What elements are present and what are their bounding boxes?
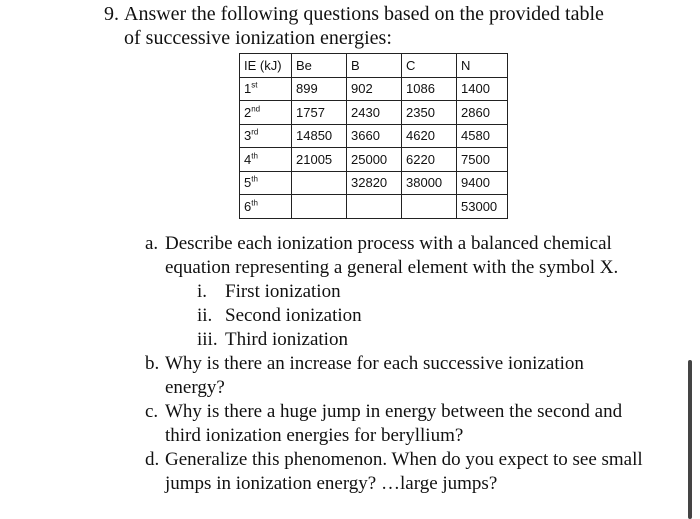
part-a-item-1: i. First ionization (197, 281, 341, 302)
sub-questions (145, 232, 645, 496)
part-c-text: Why is there a huge jump in energy between the second and third ionization energies for beryllium? (165, 401, 623, 446)
table-header-row (240, 54, 508, 78)
header-cell-ie: IE (kJ) (240, 54, 292, 78)
table-row (240, 148, 508, 172)
table-row (240, 195, 508, 219)
table-cell: 1757 (292, 101, 347, 125)
table-cell: 4620 (402, 124, 457, 148)
table-cell: 2860 (457, 101, 508, 125)
table-cell: 6220 (402, 148, 457, 172)
row-label: 3rd (240, 124, 292, 148)
scrollbar[interactable] (688, 360, 692, 519)
row-label: 6th (240, 195, 292, 219)
table-cell: 2350 (402, 101, 457, 125)
part-a-label: a. (145, 233, 159, 254)
part-c (145, 400, 645, 448)
question-header (104, 2, 684, 50)
row-label: 2nd (240, 101, 292, 125)
table-cell: 9400 (457, 171, 508, 195)
table-cell (292, 171, 347, 195)
part-d-text: Generalize this phenomenon. When do you expect to see small jumps in ionization energy? …large jumps? (165, 449, 643, 494)
table-cell: 4580 (457, 124, 508, 148)
table-cell (292, 195, 347, 219)
table-row (240, 101, 508, 125)
table-cell: 38000 (402, 171, 457, 195)
table-cell: 53000 (457, 195, 508, 219)
row-label: 1st (240, 77, 292, 101)
table-cell: 899 (292, 77, 347, 101)
table-cell: 2430 (347, 101, 402, 125)
header-cell-c: C (402, 54, 457, 78)
ionization-energy-table (239, 53, 508, 219)
table-row (240, 124, 508, 148)
table-cell: 32820 (347, 171, 402, 195)
part-b-label: b. (145, 353, 160, 374)
question-number: 9. (104, 3, 119, 25)
table-row (240, 171, 508, 195)
row-label: 4th (240, 148, 292, 172)
table-cell: 3660 (347, 124, 402, 148)
question-text-line1: Answer the following questions based on the provided table (124, 3, 604, 25)
part-a-text: Describe each ionization process with a balanced chemical equation representing a general element with the symbol X. (165, 233, 619, 278)
question-text-line2: of successive ionization energies: (124, 27, 392, 49)
table-cell: 7500 (457, 148, 508, 172)
table-cell: 902 (347, 77, 402, 101)
table-cell: 14850 (292, 124, 347, 148)
table-row (240, 77, 508, 101)
part-c-label: c. (145, 401, 159, 422)
part-b-text: Why is there an increase for each successive ionization energy? (165, 353, 584, 398)
header-cell-b: B (347, 54, 402, 78)
table-cell (347, 195, 402, 219)
part-a-item-3: iii. Third ionization (197, 329, 348, 350)
part-b (145, 352, 645, 400)
header-cell-be: Be (292, 54, 347, 78)
row-label: 5th (240, 171, 292, 195)
table-cell: 25000 (347, 148, 402, 172)
part-a-item-2: ii. Second ionization (197, 305, 362, 326)
part-a (145, 232, 645, 280)
part-d (145, 448, 645, 496)
table-cell: 1086 (402, 77, 457, 101)
header-cell-n: N (457, 54, 508, 78)
table-cell: 1400 (457, 77, 508, 101)
table-cell: 21005 (292, 148, 347, 172)
table-cell (402, 195, 457, 219)
part-d-label: d. (145, 449, 160, 470)
